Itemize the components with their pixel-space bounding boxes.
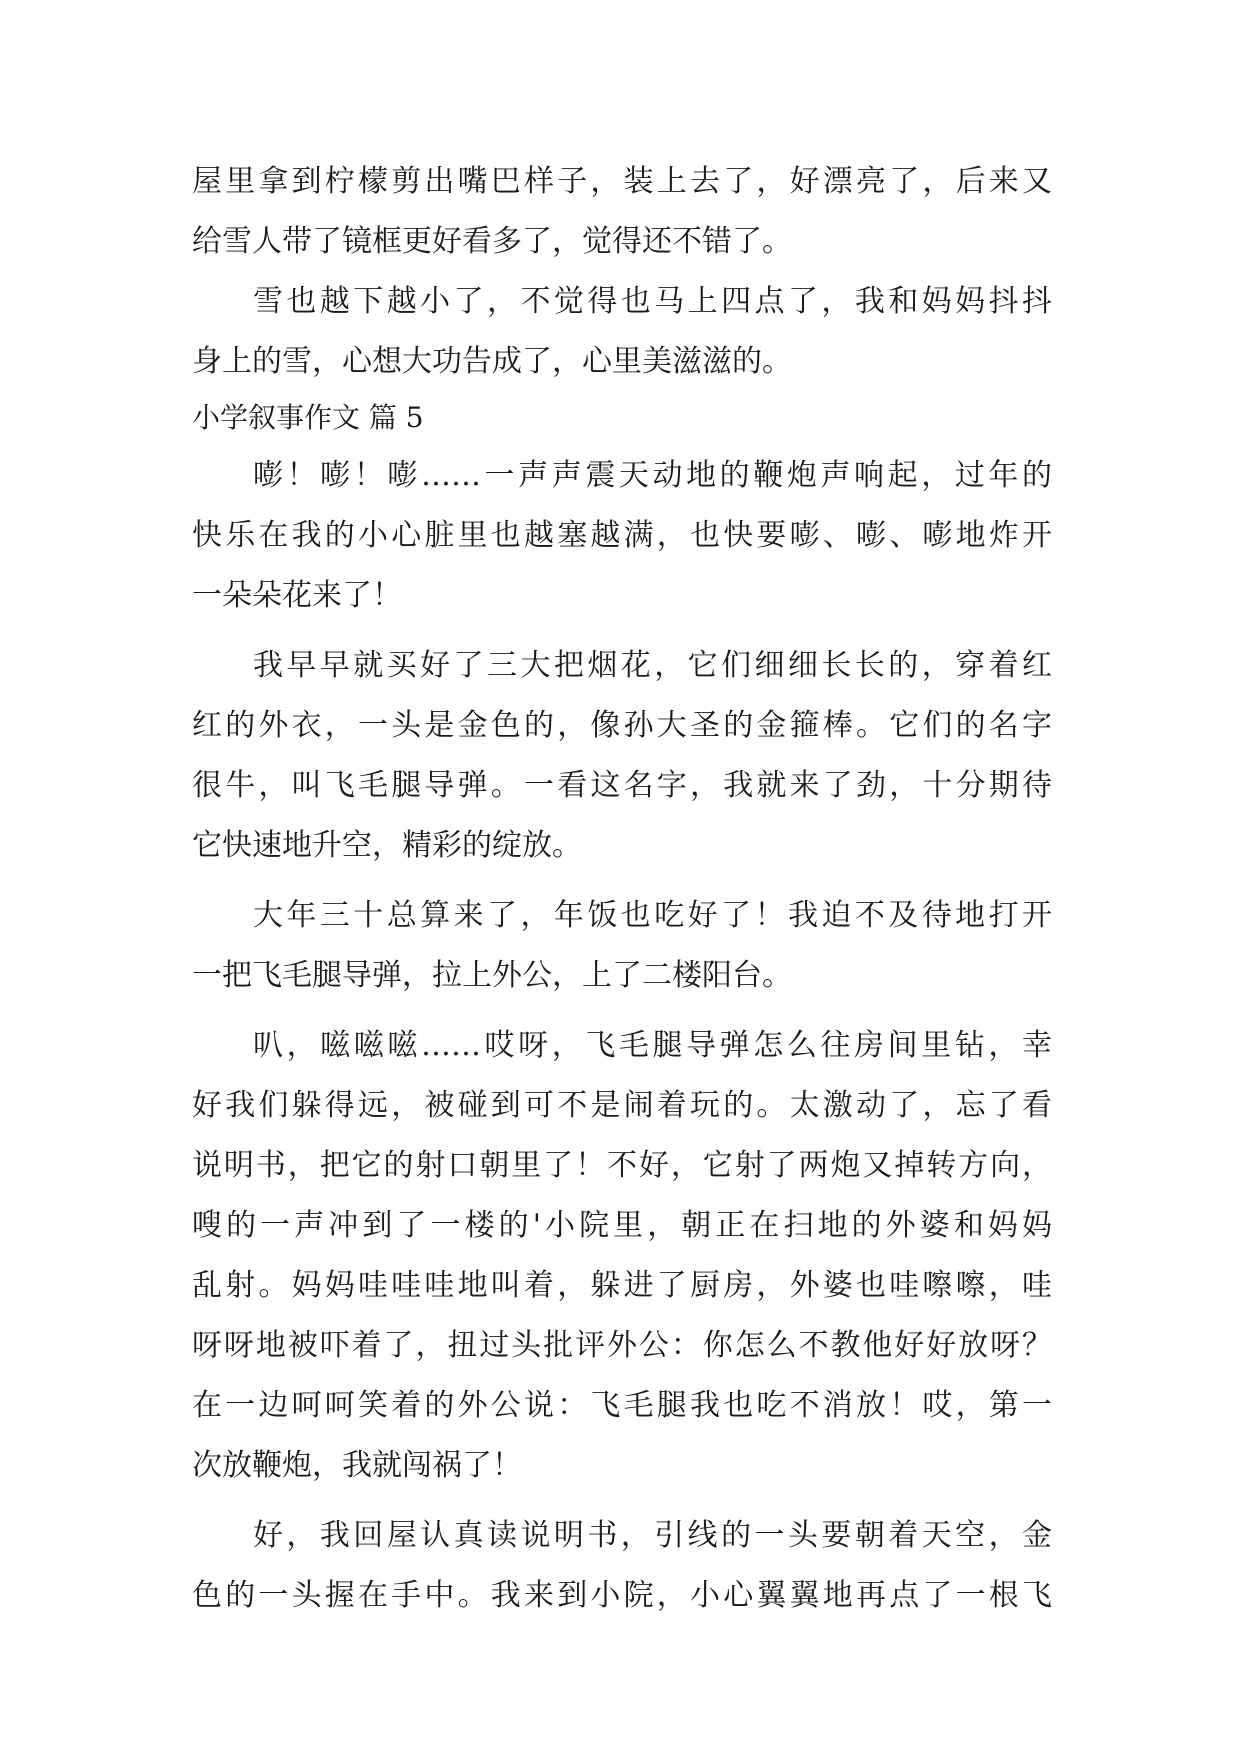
- text-line: 屋里拿到柠檬剪出嘴巴样子，装上去了，好漂亮了，后来又: [192, 164, 1052, 199]
- text-line: 次放鞭炮，我就闯祸了！: [192, 1448, 522, 1483]
- text-line: 快乐在我的小心脏里也越塞越满，也快要嘭、嘭、嘭地炸开: [192, 518, 1052, 553]
- text-line: 叭，嗞嗞嗞……哎呀，飞毛腿导弹怎么往房间里钻，幸: [253, 1028, 1052, 1063]
- text-line: 身上的雪，心想大功告成了，心里美滋滋的。: [192, 344, 792, 379]
- section-heading: 小学叙事作文 篇 5: [192, 401, 424, 434]
- text-line: 乱射。妈妈哇哇哇地叫着，躲进了厨房，外婆也哇嚓嚓，哇: [192, 1268, 1052, 1303]
- text-line: 在一边呵呵笑着的外公说：飞毛腿我也吃不消放！哎，第一: [192, 1388, 1052, 1423]
- text-line: 嘭！嘭！嘭……一声声震天动地的鞭炮声响起，过年的: [253, 458, 1052, 493]
- text-line: 给雪人带了镜框更好看多了，觉得还不错了。: [192, 224, 792, 259]
- text-line: 嗖的一声冲到了一楼的'小院里，朝正在扫地的外婆和妈妈: [192, 1208, 1052, 1243]
- text-line: 好我们躲得远，被碰到可不是闹着玩的。太激动了，忘了看: [192, 1088, 1052, 1123]
- text-line: 大年三十总算来了，年饭也吃好了！我迫不及待地打开: [253, 898, 1052, 933]
- text-line: 好，我回屋认真读说明书，引线的一头要朝着天空，金: [253, 1518, 1052, 1553]
- text-line: 我早早就买好了三大把烟花，它们细细长长的，穿着红: [253, 648, 1052, 683]
- text-line: 雪也越下越小了，不觉得也马上四点了，我和妈妈抖抖: [253, 284, 1052, 319]
- text-line: 一把飞毛腿导弹，拉上外公，上了二楼阳台。: [192, 958, 792, 993]
- text-line: 它快速地升空，精彩的绽放。: [192, 828, 582, 863]
- text-line: 呀呀地被吓着了，扭过头批评外公：你怎么不教他好好放呀？: [192, 1328, 1052, 1363]
- text-line: 红的外衣，一头是金色的，像孙大圣的金箍棒。它们的名字: [192, 708, 1052, 743]
- text-line: 一朵朵花来了！: [192, 578, 402, 613]
- text-line: 色的一头握在手中。我来到小院，小心翼翼地再点了一根飞: [192, 1578, 1052, 1613]
- text-line: 很牛，叫飞毛腿导弹。一看这名字，我就来了劲，十分期待: [192, 768, 1052, 803]
- text-line: 说明书，把它的射口朝里了！不好，它射了两炮又掉转方向，: [192, 1148, 1052, 1183]
